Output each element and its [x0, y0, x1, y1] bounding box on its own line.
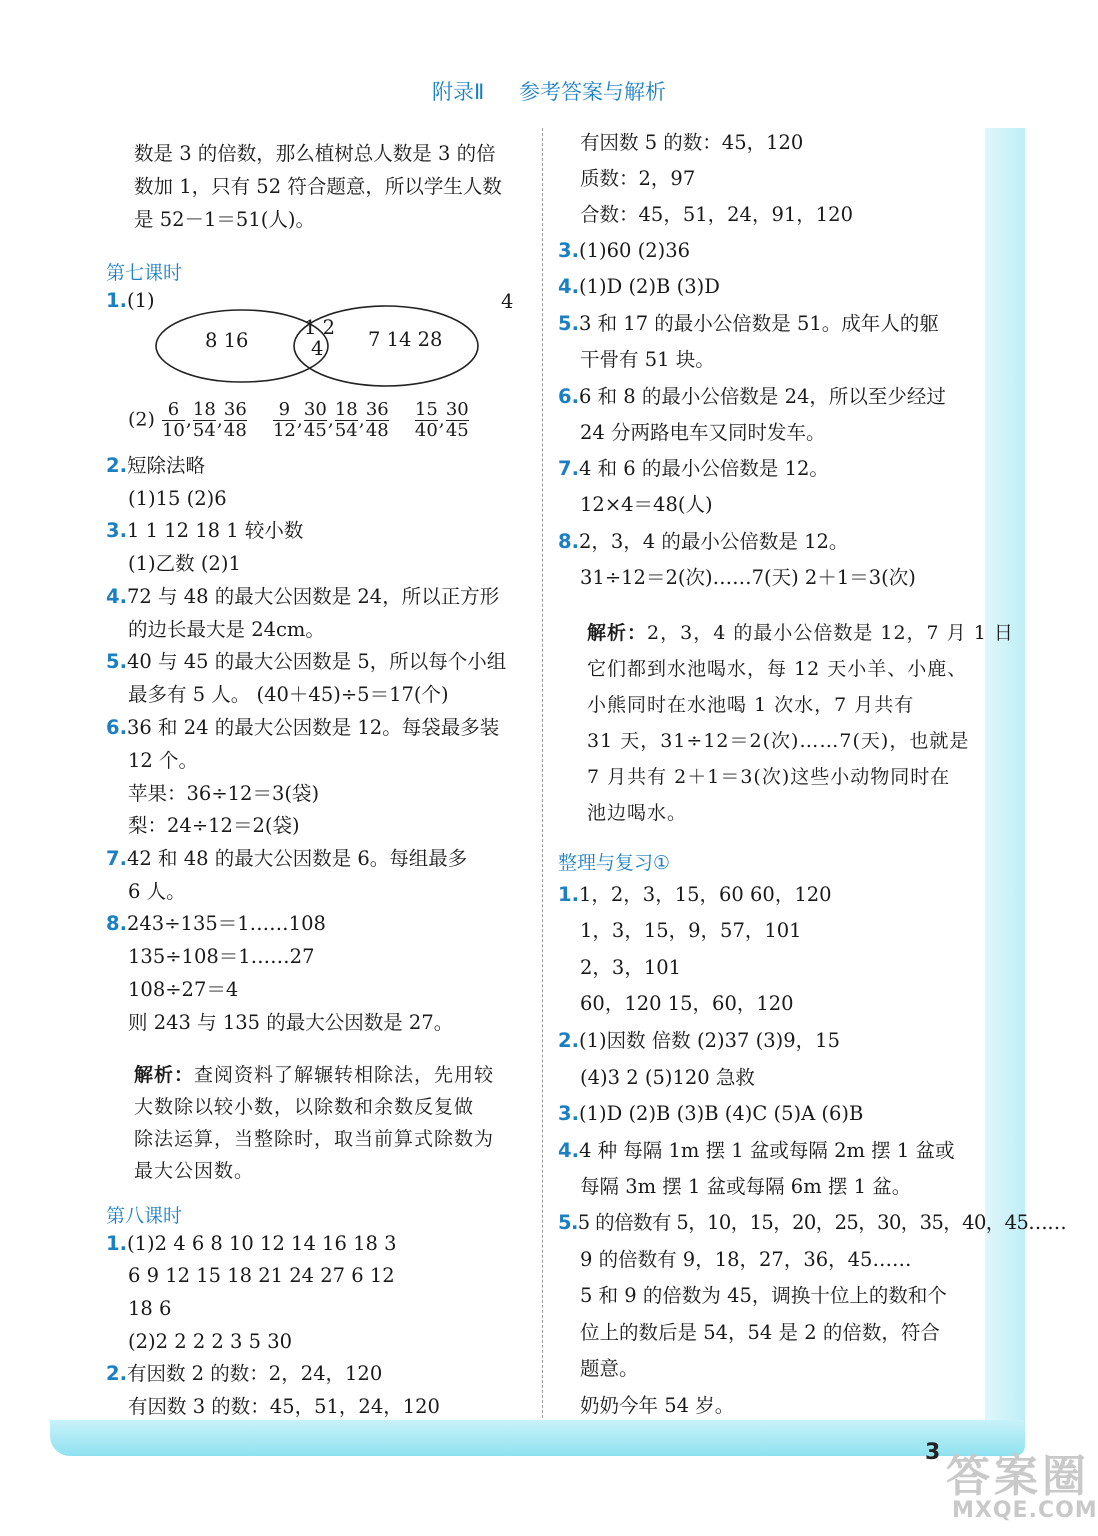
q1-number: 1.: [106, 289, 127, 312]
note-line4: 最大公因数。: [134, 1160, 255, 1182]
left-top-line-2: 数加 1，只有 52 符合题意，所以学生人数: [134, 175, 502, 198]
q82-number: 2.: [106, 1362, 127, 1385]
r1-number: 1.: [558, 883, 579, 906]
r1-line3: 2，3，101: [580, 956, 682, 979]
r1-line1: 1，2，3，15，60 60，120: [578, 883, 832, 906]
r-q7-line2: 12×4＝48(人): [580, 493, 713, 516]
q4-number: 4.: [106, 585, 127, 608]
r4-number: 4.: [558, 1139, 579, 1162]
r-q8-line1: 2，3，4 的最小公倍数是 12。: [578, 530, 849, 553]
q6-line4: 梨：24÷12＝2(袋): [128, 814, 300, 837]
right-top-line-1: 有因数 5 的数：45，120: [580, 131, 804, 154]
r2-number: 2.: [558, 1029, 579, 1052]
r1-line2: 1，3，15，9，57，101: [580, 919, 802, 942]
fraction-list: (2) $\frac{6}{10}$ , $\frac{18}{54}$ , $\frac{36}{48}$ $\frac{9}{12}$ , $\frac{30}{45}$ , $\frac{18}{54}$ , $\frac{36}{48}$ $\frac{15}{40}$ , $\frac{30}{45}$: [128, 399, 469, 441]
q8-line1: 243÷135＝1……108: [126, 912, 326, 935]
header-title: 参考答案与解析: [519, 80, 667, 104]
q8-number: 8.: [106, 912, 127, 935]
venn-overlap-bottom: 4: [311, 337, 324, 360]
venn-outside-number: 4: [501, 290, 514, 313]
r-note-line4: 31 天，31÷12＝2(次)……7(天)，也就是: [587, 730, 970, 752]
q7-line2: 6 人。: [128, 880, 186, 903]
q4-line2: 的边长最大是 24cm。: [128, 618, 325, 641]
fraction: $\frac{18}{54}$: [192, 399, 216, 441]
r-q5-line2: 干骨有 51 块。: [580, 348, 715, 371]
fraction: $\frac{30}{45}$: [445, 399, 469, 441]
venn-right-values: 7 14 28: [368, 328, 443, 351]
fraction: $\frac{18}{54}$: [334, 399, 358, 441]
r5-line2: 9 的倍数有 9，18，27，36，45……: [580, 1248, 912, 1271]
fraction: $\frac{36}{48}$: [365, 399, 389, 441]
note-line1: 查阅资料了解辗转相除法，先用较: [194, 1064, 495, 1086]
r-q8-line2: 31÷12＝2(次)……7(天) 2＋1＝3(次): [580, 566, 916, 589]
r-note-line6: 池边喝水。: [587, 802, 688, 824]
fraction: $\frac{30}{45}$: [303, 399, 327, 441]
r-q8-number: 8.: [558, 530, 579, 553]
r3-number: 3.: [558, 1102, 579, 1125]
fraction: $\frac{15}{40}$: [414, 399, 438, 441]
q3-sub: (1)乙数 (2)1: [128, 552, 241, 575]
venn-overlap-top: 1 2: [304, 316, 336, 339]
r5-line6: 奶奶今年 54 岁。: [580, 1394, 735, 1417]
r2-line1: (1)因数 倍数 (2)37 (3)9，15: [578, 1029, 840, 1052]
q8-line2: 135÷108＝1……27: [128, 945, 315, 968]
q1-part2-label: (2): [128, 408, 155, 431]
section-title-lesson7: 第七课时: [106, 262, 183, 284]
r-note-line5: 7 月共有 2＋1＝3(次)这些小动物同时在: [587, 766, 951, 788]
decorative-bottom-band: [50, 1420, 1025, 1456]
r4-line1: 4 种 每隔 1m 摆 1 盆或每隔 2m 摆 1 盆或: [578, 1139, 955, 1162]
note-line3: 除法运算，当整除时，取当前算式除数为: [134, 1128, 495, 1150]
r-note-line1: 2，3，4 的最小公倍数是 12，7 月 1 日: [647, 622, 1014, 644]
q6-line2: 12 个。: [128, 749, 199, 772]
r3-text: (1)D (2)B (3)B (4)C (5)A (6)B: [578, 1102, 864, 1125]
q7-number: 7.: [106, 847, 127, 870]
r-q6-line1: 6 和 8 的最小公倍数是 24，所以至少经过: [578, 385, 946, 408]
q8-line4: 则 243 与 135 的最大公因数是 27。: [128, 1011, 454, 1034]
section-title-lesson8: 第八课时: [106, 1205, 183, 1227]
r-q7-number: 7.: [558, 457, 579, 480]
venn-left-values: 8 16: [205, 329, 249, 352]
r5-line4: 位上的数后是 54，54 是 2 的倍数，符合: [580, 1321, 940, 1344]
q81-number: 1.: [106, 1232, 127, 1255]
q3-number: 3.: [106, 519, 127, 542]
q2-text: 短除法略: [126, 454, 205, 477]
watermark-logo: 答案圈 MXQE.COM: [946, 1451, 1098, 1523]
r-q5-number: 5.: [558, 312, 579, 335]
fraction: $\frac{36}{48}$: [223, 399, 247, 441]
right-top-line-2: 质数：2，97: [580, 167, 696, 190]
right-top-line-3: 合数：45，51，24，91，120: [580, 203, 853, 226]
q6-line3: 苹果：36÷12＝3(袋): [128, 782, 320, 805]
q82-line1: 有因数 2 的数：2，24，120: [126, 1362, 383, 1385]
r-note-label: 解析：: [587, 622, 648, 644]
left-top-line-1: 数是 3 的倍数，那么植树总人数是 3 的倍: [134, 142, 496, 165]
r-note-line2: 它们都到水池喝水，每 12 天小羊、小鹿、: [587, 658, 968, 680]
q2-number: 2.: [106, 454, 127, 477]
q81-line4: (2)2 2 2 2 3 5 30: [128, 1330, 293, 1353]
note-line2: 大数除以较小数，以除数和余数反复做: [134, 1096, 475, 1118]
q6-line1: 36 和 24 的最大公因数是 12。每袋最多装: [126, 716, 500, 739]
header-appendix: 附录Ⅱ: [431, 80, 485, 104]
r5-line3: 5 和 9 的倍数为 45，调换十位上的数和个: [580, 1284, 947, 1307]
r-q4-number: 4.: [558, 275, 579, 298]
r1-line4: 60，120 15，60，120: [580, 992, 794, 1015]
r5-number: 5.: [558, 1211, 578, 1234]
page-header: [0, 76, 1098, 106]
left-top-line-3: 是 52－1＝51(人)。: [134, 208, 315, 231]
fraction: $\frac{9}{12}$: [272, 399, 296, 441]
r2-line2: (4)3 2 (5)120 急救: [580, 1066, 755, 1089]
r4-line2: 每隔 3m 摆 1 盆或每隔 6m 摆 1 盆。: [580, 1175, 912, 1198]
q81-line2: 6 9 12 15 18 21 24 27 6 12: [128, 1264, 395, 1287]
q2-sub: (1)15 (2)6: [128, 487, 227, 510]
q81-line3: 18 6: [128, 1297, 172, 1320]
q5-line2: 最多有 5 人。 (40＋45)÷5＝17(个): [128, 683, 449, 706]
q7-line1: 42 和 48 的最大公因数是 6。每组最多: [126, 847, 468, 870]
page-number: 3: [925, 1440, 941, 1465]
q8-line3: 108÷27＝4: [128, 978, 239, 1001]
r-q3-text: (1)60 (2)36: [578, 239, 691, 262]
q1-part1-label: (1): [126, 289, 155, 312]
r5-line5: 题意。: [580, 1357, 639, 1380]
watermark-url: MXQE.COM: [952, 1498, 1098, 1523]
r-q6-number: 6.: [558, 385, 579, 408]
note-label: 解析：: [134, 1064, 195, 1086]
q3-text: 1 1 12 18 1 较小数: [126, 519, 304, 542]
fraction: $\frac{6}{10}$: [161, 399, 185, 441]
r-q5-line1: 3 和 17 的最小公倍数是 51。成年人的躯: [578, 312, 939, 335]
q81-line1: (1)2 4 6 8 10 12 14 16 18 3: [126, 1232, 397, 1255]
section-title-review: 整理与复习①: [558, 852, 671, 874]
q5-number: 5.: [106, 650, 127, 673]
q82-line2: 有因数 3 的数：45，51，24，120: [128, 1395, 440, 1418]
r-q6-line2: 24 分两路电车又同时发车。: [580, 421, 826, 444]
column-divider: [542, 128, 543, 1418]
r-q7-line1: 4 和 6 的最小公倍数是 12。: [578, 457, 829, 480]
r5-line1: 5 的倍数有 5，10，15，20，25，30，35，40，45……: [577, 1211, 1067, 1234]
q6-number: 6.: [106, 716, 127, 739]
r-q3-number: 3.: [558, 239, 579, 262]
q5-line1: 40 与 45 的最大公因数是 5，所以每个小组: [126, 650, 507, 673]
q4-line1: 72 与 48 的最大公因数是 24，所以正方形: [126, 585, 500, 608]
r-q4-text: (1)D (2)B (3)D: [578, 275, 720, 298]
r-note-line3: 小熊同时在水池喝 1 次水，7 月共有: [587, 694, 915, 716]
